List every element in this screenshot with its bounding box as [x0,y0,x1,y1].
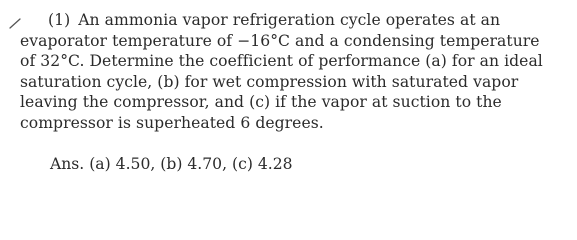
problem-line-1: (1) An ammonia vapor refrigeration cycle operates at an [48,11,501,29]
problem-number: (1) [48,11,71,29]
problem-line-3: of 32°C. Determine the coefficient of performance (a) for an ideal [20,52,543,70]
problem-line-5: leaving the compressor, and (c) if the vapor at suction to the [20,93,502,111]
answer-line: Ans. (a) 4.50, (b) 4.70, (c) 4.28 [50,155,293,173]
problem-line-4: saturation cycle, (b) for wet compression with saturated vapor [20,72,519,91]
problem-line-2: evaporator temperature of −16°C and a condensing temperature [20,31,540,50]
problem-line-6: compressor is superheated 6 degrees. [20,113,324,132]
problem-statement [20,10,560,133]
